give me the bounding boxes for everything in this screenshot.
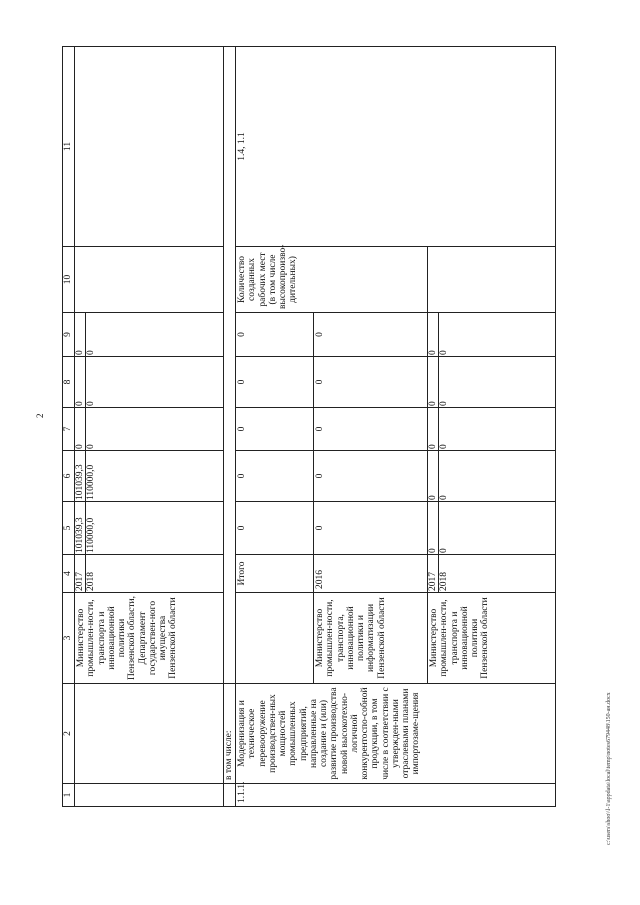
value-cell: 0 bbox=[439, 313, 450, 356]
item-name: Модернизация и техническое перевооружение производствен-ных мощностей промышленных предприятий, направленные на создание и (или) развитие производства новой высокотехно-логичной конкурентоспо-собной продукции, в том числе в соответствии с утвержден-ными отраслевыми планами импортозаме-щения bbox=[236, 684, 556, 784]
top-row bbox=[75, 47, 224, 807]
cell-empty bbox=[428, 247, 556, 313]
cell-empty bbox=[75, 47, 224, 247]
file-path-footer: c:\users\shoo\\l-1\appdata\local\temp\notes679448\150-ан.docx bbox=[606, 692, 612, 845]
cell-empty bbox=[224, 784, 236, 807]
value-cell: 101039,3 bbox=[75, 464, 85, 500]
executor-cell: Министерство промышлен-ности, транспорта и инновационной политики Пензенской области, Департамент государствен-ного имущества Пензенской области bbox=[75, 593, 224, 684]
value-cell: 0 bbox=[428, 401, 438, 406]
in-total-label: в том числе: bbox=[224, 684, 236, 784]
year-cell: 2018 bbox=[439, 555, 450, 592]
col-header: 11 bbox=[63, 47, 75, 247]
value-cell: 0 bbox=[86, 313, 97, 356]
year-cell: 2017 bbox=[428, 572, 438, 591]
executor-cell: Министерство промышлен-ности, транспорта и инновационной политики Пензенской области bbox=[428, 593, 556, 684]
col-header: 3 bbox=[63, 593, 75, 684]
value-cell: 0 bbox=[75, 444, 85, 449]
col-header: 4 bbox=[63, 555, 75, 593]
cell-empty bbox=[224, 47, 236, 684]
total-label: Итого bbox=[236, 555, 314, 593]
value-cell: 0 bbox=[314, 357, 428, 408]
col-header: 10 bbox=[63, 247, 75, 313]
value-cell: 0 bbox=[314, 408, 428, 451]
year-cell: 2018 bbox=[86, 555, 97, 592]
col-header: 7 bbox=[63, 408, 75, 451]
value-cell: 0 bbox=[75, 350, 85, 355]
cell-empty bbox=[75, 784, 224, 807]
indicator-cell: Количество созданных рабочих мест (в том числе высокопроизво-дительных) bbox=[236, 247, 428, 313]
header-row bbox=[63, 47, 75, 807]
value-cell: 0 bbox=[439, 408, 450, 450]
col-header: 1 bbox=[63, 784, 75, 807]
value-cell: 0 bbox=[428, 350, 438, 355]
col-header: 8 bbox=[63, 357, 75, 408]
item-total-row bbox=[236, 47, 314, 807]
in-total-row bbox=[224, 47, 236, 807]
value-cell: 0 bbox=[236, 502, 314, 555]
value-cell: 0 bbox=[236, 451, 314, 502]
value-cell: 0 bbox=[439, 502, 450, 554]
value-cell: 110000,0 bbox=[86, 451, 97, 501]
item-number: 1.1.1. bbox=[236, 784, 556, 807]
value-cell: 0 bbox=[236, 357, 314, 408]
value-cell: 101039,3 bbox=[75, 517, 85, 553]
year-cell: 2017 bbox=[75, 572, 85, 591]
indicator-ref: 1.4, 1.1 bbox=[236, 47, 556, 247]
value-cell: 0 bbox=[86, 408, 97, 450]
value-cell: 0 bbox=[314, 502, 428, 555]
value-cell: 0 bbox=[428, 444, 438, 449]
rotated-table-area bbox=[62, 47, 577, 807]
col-header: 6 bbox=[63, 451, 75, 502]
value-cell: 110000,0 bbox=[86, 502, 97, 554]
cell-empty bbox=[236, 593, 314, 684]
value-cell: 0 bbox=[314, 313, 428, 357]
col-header: 9 bbox=[63, 313, 75, 357]
value-cell: 0 bbox=[428, 548, 438, 553]
cell-empty bbox=[75, 684, 224, 784]
value-cell: 0 bbox=[75, 401, 85, 406]
value-cell: 0 bbox=[86, 357, 97, 407]
value-cell: 0 bbox=[428, 495, 438, 500]
year-cell: 2016 bbox=[314, 555, 428, 593]
value-cell: 0 bbox=[314, 451, 428, 502]
page-number: 2 bbox=[35, 413, 45, 418]
cell-empty bbox=[75, 247, 224, 313]
value-cell: 0 bbox=[439, 357, 450, 407]
col-header: 2 bbox=[63, 684, 75, 784]
executor-cell: Министерство промышлен-ности, транспорта, инновационной политики и информатизации Пензенской области bbox=[314, 593, 428, 684]
value-cell: 0 bbox=[236, 313, 314, 357]
value-cell: 0 bbox=[236, 408, 314, 451]
col-header: 5 bbox=[63, 502, 75, 555]
value-cell: 0 bbox=[439, 451, 450, 501]
program-table bbox=[62, 46, 556, 807]
